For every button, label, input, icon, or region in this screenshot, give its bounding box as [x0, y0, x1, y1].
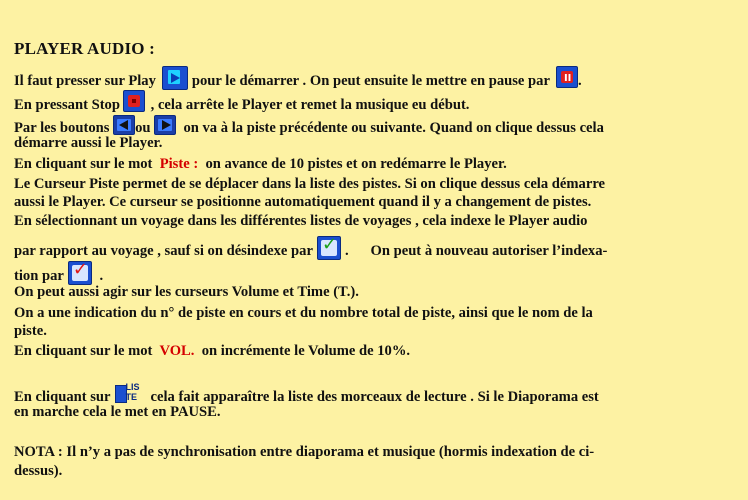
- stop-icon: [123, 90, 145, 112]
- next-icon: [154, 115, 176, 135]
- text-line: En sélectionnant un voyage dans les différentes listes de voyages , cela indexe le Player audio: [14, 213, 588, 229]
- text: .: [99, 268, 104, 284]
- text: ou: [135, 120, 151, 136]
- text-line: [14, 236, 607, 260]
- check-red-icon: [68, 261, 92, 285]
- text: cela fait apparaître la liste des morceaux de lecture . Si le Diaporama est: [150, 389, 599, 405]
- text-line: dessus).: [14, 463, 63, 479]
- text: , cela arrête le Player et remet la musique eu début.: [150, 97, 470, 113]
- text: on va à la piste précédente ou suivante. Quand on clique dessus cela: [183, 120, 604, 136]
- text: On peut à nouveau autoriser l’indexa-: [370, 243, 608, 259]
- play-icon: [162, 66, 188, 90]
- text: on incrémente le Volume de 10%.: [201, 343, 411, 359]
- liste-icon-label: [126, 382, 140, 402]
- vol-keyword: VOL.: [159, 343, 195, 359]
- text: .: [577, 73, 582, 89]
- text: En cliquant sur le mot: [14, 156, 153, 172]
- previous-icon: [113, 115, 135, 135]
- text-line: NOTA : Il n’y a pas de synchronisation entre diaporama et musique (hormis indexation de ci-: [14, 444, 595, 460]
- text-line: piste.: [14, 323, 47, 339]
- text-line: aussi le Player. Ce curseur se positionne automatiquement quand il y a changement de pistes.: [14, 194, 592, 210]
- text: En pressant Stop: [14, 97, 120, 113]
- text: Il faut presser sur Play: [14, 73, 156, 89]
- liste-icon-bottom: TE: [125, 392, 138, 402]
- text: par rapport au voyage , sauf si on désindexe par: [14, 243, 313, 259]
- page-title: PLAYER AUDIO :: [14, 39, 156, 58]
- text-line: démarre aussi le Player.: [14, 135, 163, 151]
- liste-icon-top: LIS: [125, 382, 140, 392]
- text: pour le démarrer . On peut ensuite le mettre en pause par: [191, 73, 550, 89]
- text: tion par: [14, 268, 64, 284]
- text-line: [14, 155, 507, 173]
- piste-keyword: Piste :: [159, 156, 199, 172]
- text-line: [14, 66, 582, 90]
- text: on avance de 10 pistes et on redémarre le Player.: [205, 156, 507, 172]
- text-line: en marche cela le met en PAUSE.: [14, 404, 221, 420]
- text-line: On a une indication du n° de piste en cours et du nombre total de piste, ainsi que le nom de la: [14, 305, 593, 321]
- text: .: [344, 243, 349, 259]
- text-line: [14, 261, 103, 285]
- text: Par les boutons: [14, 120, 110, 136]
- text-line: Le Curseur Piste permet de se déplacer dans la liste des pistes. Si on clique dessus cela démarre: [14, 176, 606, 192]
- pause-icon: [556, 66, 578, 88]
- text: En cliquant sur: [14, 389, 111, 405]
- check-green-icon: [317, 236, 341, 260]
- text: En cliquant sur le mot: [14, 343, 153, 359]
- text-line: [14, 90, 469, 114]
- text-line: On peut aussi agir sur les curseurs Volume et Time (T.).: [14, 284, 359, 300]
- text-line: [14, 342, 410, 360]
